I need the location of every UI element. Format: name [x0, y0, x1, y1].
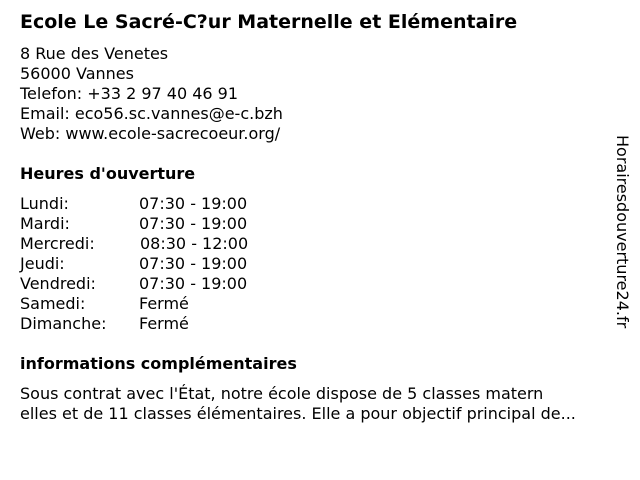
- day-label: Dimanche:: [20, 314, 107, 333]
- website-link[interactable]: Web: www.ecole-sacrecoeur.org/: [20, 124, 281, 143]
- address-city: 56000 Vannes: [20, 64, 134, 83]
- time-value: Fermé: [139, 294, 189, 313]
- page-title: Ecole Le Sacré-C?ur Maternelle et Elémentaire: [20, 11, 518, 33]
- time-value: 08:30 - 12:00: [140, 234, 249, 253]
- info-description: [20, 384, 576, 424]
- info-heading: informations complémentaires: [20, 354, 297, 373]
- day-label: Mardi:: [20, 214, 70, 233]
- time-value: 07:30 - 19:00: [139, 194, 248, 213]
- address-block: [20, 44, 283, 144]
- phone-number[interactable]: Telefon: +33 2 97 40 46 91: [20, 84, 239, 103]
- time-value: Fermé: [139, 314, 189, 333]
- info-line: elles et de 11 classes élémentaires. Elle a pour objectif principal de...: [20, 404, 576, 423]
- time-value: 07:30 - 19:00: [139, 274, 248, 293]
- site-watermark: Horairesdouverture24.fr: [613, 135, 632, 329]
- info-line: Sous contrat avec l'État, notre école dispose de 5 classes matern: [20, 384, 544, 403]
- day-label: Jeudi:: [20, 254, 65, 273]
- day-label: Mercredi:: [20, 234, 95, 253]
- time-value: 07:30 - 19:00: [139, 214, 248, 233]
- address-street: 8 Rue des Venetes: [20, 44, 169, 63]
- day-label: Vendredi:: [20, 274, 96, 293]
- day-label: Lundi:: [20, 194, 69, 213]
- email-address[interactable]: Email: eco56.sc.vannes@e-c.bzh: [20, 104, 283, 123]
- hours-heading: Heures d'ouverture: [20, 164, 196, 183]
- day-label: Samedi:: [20, 294, 86, 313]
- time-value: 07:30 - 19:00: [139, 254, 248, 273]
